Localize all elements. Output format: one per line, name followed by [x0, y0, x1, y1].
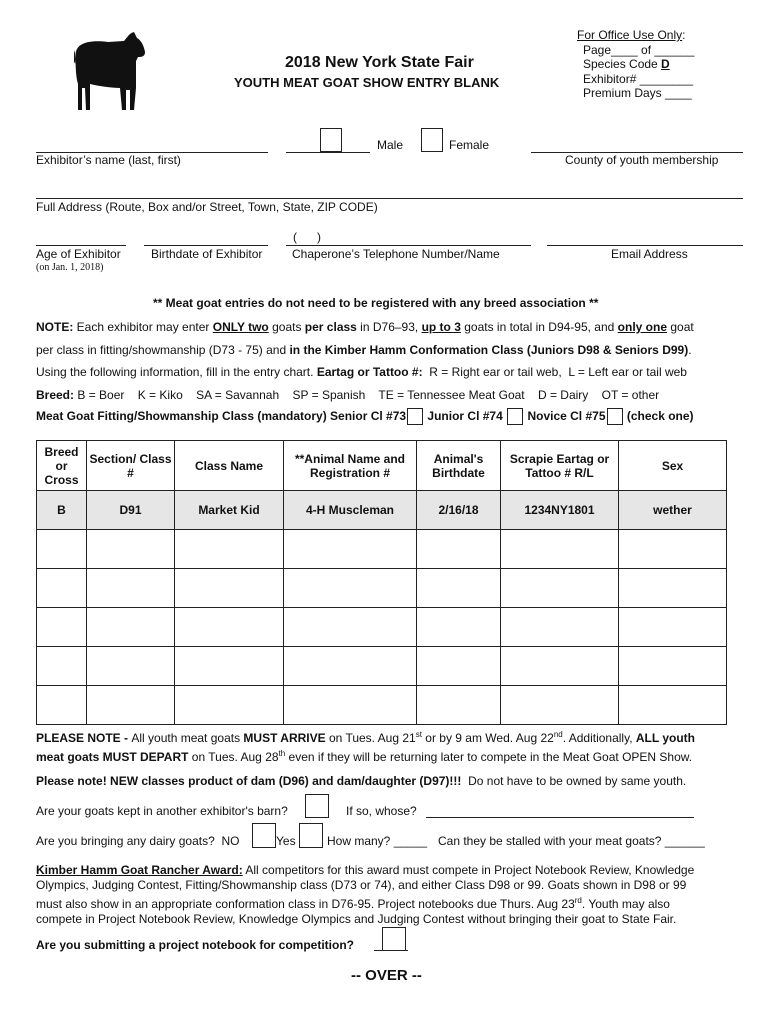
- whose-line[interactable]: [426, 817, 694, 818]
- table-cell: D91: [87, 491, 175, 530]
- table-cell: wether: [619, 491, 727, 530]
- table-cell[interactable]: [87, 608, 175, 647]
- address-label: Full Address (Route, Box and/or Street, Town, State, ZIP CODE): [36, 200, 378, 214]
- notebook-question: Are you submitting a project notebook for competition?: [36, 938, 355, 952]
- barn-checkbox[interactable]: [305, 794, 329, 818]
- table-cell[interactable]: [501, 569, 619, 608]
- table-cell: B: [37, 491, 87, 530]
- birthdate-label: Birthdate of Exhibitor: [151, 247, 263, 261]
- male-label: Male: [377, 138, 404, 152]
- table-cell[interactable]: [619, 686, 727, 725]
- table-cell[interactable]: [417, 569, 501, 608]
- fitting-class-line: Meat Goat Fitting/Showmanship Class (mandatory) Senior Cl #73 Junior Cl #74 Novice Cl #75 (check one): [36, 409, 694, 423]
- table-cell[interactable]: [501, 530, 619, 569]
- note-line-3: Using the following information, fill in the entry chart. Eartag or Tattoo #: R = Right ear or tail web, L = Left ear or tail web: [36, 365, 687, 379]
- col-animal-name: **Animal Name and Registration #: [284, 441, 417, 491]
- stalled-field[interactable]: Can they be stalled with your meat goats? ______: [438, 834, 705, 848]
- dairy-question: Are you bringing any dairy goats? NO: [36, 834, 240, 848]
- example-row: [37, 491, 727, 530]
- table-row[interactable]: [37, 647, 727, 686]
- office-premium-days: Premium Days ____: [583, 86, 692, 100]
- table-cell[interactable]: [87, 530, 175, 569]
- table-row[interactable]: [37, 608, 727, 647]
- email-line[interactable]: [547, 245, 743, 246]
- email-label: Email Address: [611, 247, 688, 261]
- table-cell[interactable]: [37, 647, 87, 686]
- office-use-heading: For Office Use Only: [577, 28, 683, 42]
- table-cell: Market Kid: [175, 491, 284, 530]
- note-line-1: NOTE: Each exhibitor may enter ONLY two goats per class in D76–93, up to 3 goats in total in D94-95, and only one goat: [36, 320, 694, 334]
- address-line[interactable]: [36, 198, 743, 199]
- table-cell[interactable]: [284, 569, 417, 608]
- table-cell: 4-H Muscleman: [284, 491, 417, 530]
- how-many-field[interactable]: How many? _____: [327, 834, 428, 848]
- table-cell[interactable]: [417, 647, 501, 686]
- table-cell[interactable]: [175, 608, 284, 647]
- county-label: County of youth membership: [565, 153, 719, 167]
- table-cell[interactable]: [619, 608, 727, 647]
- male-line: [286, 152, 370, 153]
- table-cell[interactable]: [619, 569, 727, 608]
- table-cell[interactable]: [37, 569, 87, 608]
- table-cell[interactable]: [87, 647, 175, 686]
- senior-73-checkbox[interactable]: [407, 408, 423, 425]
- table-cell[interactable]: [284, 686, 417, 725]
- table-cell[interactable]: [501, 647, 619, 686]
- new-classes-note: Please note! NEW classes product of dam (D96) and dam/daughter (D97)!!! Do not have to be owned by same youth.: [36, 774, 687, 788]
- age-label: Age of Exhibitor: [36, 247, 121, 261]
- office-page: Page____ of ______: [583, 42, 695, 57]
- birthdate-line[interactable]: [144, 245, 268, 246]
- whose-label: If so, whose?: [346, 804, 417, 818]
- table-cell[interactable]: [87, 686, 175, 725]
- table-cell[interactable]: [37, 608, 87, 647]
- registration-notice: ** Meat goat entries do not need to be registered with any breed association **: [153, 296, 599, 310]
- table-cell[interactable]: [175, 686, 284, 725]
- table-cell[interactable]: [284, 647, 417, 686]
- breed-codes: Breed: B = Boer K = Kiko SA = Savannah SP = Spanish TE = Tennessee Meat Goat D = Dairy OT = other: [36, 388, 660, 402]
- note-line-2: per class in fitting/showmanship (D73 - 75) and in the Kimber Hamm Conformation Class (Juniors D98 & Seniors D99).: [36, 343, 692, 357]
- table-cell[interactable]: [417, 530, 501, 569]
- table-cell[interactable]: [87, 569, 175, 608]
- age-line[interactable]: [36, 245, 126, 246]
- arrival-departure-note: PLEASE NOTE - All youth meat goats MUST ARRIVE on Tues. Aug 21st or by 9 am Wed. Aug 22nd. Additionally, ALL youth meat goats MUST DEPART on Tues. Aug 28th even if they will be returning later to compete in the Meat Goat OPEN Show.: [36, 730, 695, 764]
- chaperone-label: Chaperone’s Telephone Number/Name: [292, 247, 500, 261]
- table-row[interactable]: [37, 686, 727, 725]
- col-birthdate: Animal's Birthdate: [417, 441, 501, 491]
- table-cell[interactable]: [37, 686, 87, 725]
- col-class-name: Class Name: [175, 441, 284, 491]
- table-cell[interactable]: [417, 608, 501, 647]
- table-cell[interactable]: [175, 569, 284, 608]
- female-label: Female: [449, 138, 490, 152]
- office-exhibitor: Exhibitor# ________: [583, 71, 694, 86]
- notebook-checkbox[interactable]: [382, 927, 406, 951]
- award-paragraph: Kimber Hamm Goat Rancher Award: All competitors for this award must compete in Project Notebook Review, Knowledge Olympics, Judging Contest, Fitting/Showmanship class (D73 or 74), and either Class D98 or 99. Goats shown in D98 or 99 must also show in an appropriate conformation class in D76-95. Project notebooks due Thurs. Aug 23rd. Youth may also compete in Project Notebook Review, Knowledge Olympics and Judging Contest without bringing their goat to State Fair.: [36, 863, 695, 926]
- table-cell[interactable]: [417, 686, 501, 725]
- barn-question: Are your goats kept in another exhibitor's barn?: [36, 804, 288, 818]
- table-cell[interactable]: [37, 530, 87, 569]
- table-cell[interactable]: [501, 686, 619, 725]
- col-eartag: Scrapie Eartag or Tattoo # R/L: [501, 441, 619, 491]
- office-use-block: For Office Use Only: Page____ of ______ Species Code D Exhibitor# ________ Premium Days ____: [577, 28, 695, 100]
- table-cell[interactable]: [175, 647, 284, 686]
- table-cell[interactable]: [284, 530, 417, 569]
- col-breed: Breed or Cross: [37, 441, 87, 491]
- form-subtitle: YOUTH MEAT GOAT SHOW ENTRY BLANK: [234, 75, 500, 90]
- exhibitor-name-label: Exhibitor’s name (last, first): [36, 153, 181, 167]
- phone-parens: ( ): [293, 230, 321, 244]
- table-row[interactable]: [37, 530, 727, 569]
- table-cell: 1234NY1801: [501, 491, 619, 530]
- junior-74-checkbox[interactable]: [507, 408, 523, 425]
- age-note: (on Jan. 1, 2018): [36, 262, 104, 273]
- novice-75-checkbox[interactable]: [607, 408, 623, 425]
- table-cell[interactable]: [501, 608, 619, 647]
- table-cell[interactable]: [175, 530, 284, 569]
- chaperone-line[interactable]: [286, 245, 531, 246]
- office-species-code: Species Code D: [583, 57, 670, 71]
- table-row[interactable]: [37, 569, 727, 608]
- col-sex: Sex: [619, 441, 727, 491]
- table-cell[interactable]: [619, 530, 727, 569]
- table-cell[interactable]: [284, 608, 417, 647]
- table-cell[interactable]: [619, 647, 727, 686]
- dairy-yes-checkbox[interactable]: [299, 823, 323, 848]
- col-section-class: Section/ Class #: [87, 441, 175, 491]
- dairy-yes-label: Yes: [276, 834, 296, 848]
- male-checkbox[interactable]: [320, 128, 342, 152]
- goat-logo: [74, 30, 150, 114]
- table-header-row: [37, 441, 727, 491]
- entry-table: [36, 440, 727, 725]
- form-title: 2018 New York State Fair: [285, 54, 474, 71]
- female-checkbox[interactable]: [421, 128, 443, 152]
- table-cell: 2/16/18: [417, 491, 501, 530]
- dairy-no-checkbox[interactable]: [252, 823, 276, 848]
- over-indicator: -- OVER --: [351, 967, 422, 984]
